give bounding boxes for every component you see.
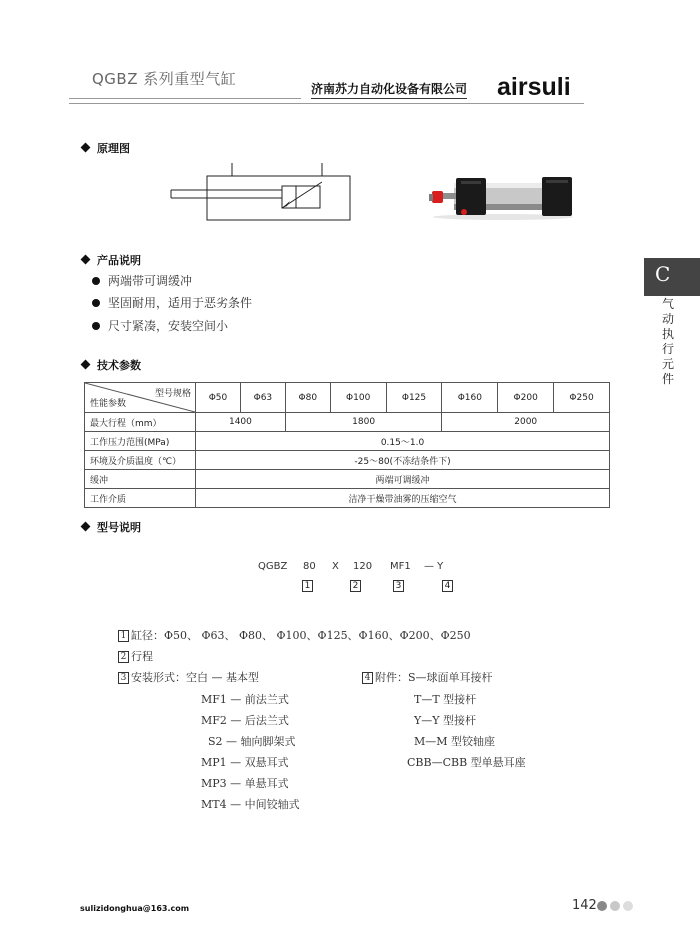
description-item: 尺寸紧凑，安装空间小 — [92, 317, 228, 334]
row-label: 环境及介质温度（℃） — [85, 451, 196, 470]
bore-explain: 1 缸径：Φ50、 Φ63、 Φ80、 Φ100、Φ125、Φ160、Φ200、Φ250 — [118, 627, 471, 643]
model-box-4-ref: 4 — [362, 672, 373, 684]
page-dot-icon — [610, 901, 620, 911]
corner-top-label: 型号规格 — [154, 389, 191, 399]
section-description-title: 产品说明 — [97, 254, 141, 267]
model-code-bore: 80 — [303, 561, 316, 572]
company-name: 济南苏力自动化设备有限公司 — [311, 80, 467, 99]
bore-header: Φ160 — [442, 383, 498, 413]
row-label: 最大行程（mm） — [85, 413, 196, 432]
section-tech — [82, 357, 141, 373]
header-rule-top — [69, 98, 301, 99]
bullet-icon — [92, 322, 100, 330]
table-cell: 洁净干燥带油雾的压缩空气 — [196, 489, 610, 508]
model-code-series: QGBZ — [258, 561, 288, 572]
table-row — [85, 470, 610, 489]
corner-bottom-label: 性能参数 — [90, 399, 127, 409]
table-row — [85, 451, 610, 470]
mount-option: MF1 — 前法兰式 — [201, 693, 289, 706]
accessory-explain: 4 附件：S—球面单耳接杆 — [362, 669, 493, 685]
stroke-explain: 2 行程 — [118, 648, 153, 664]
table-corner-cell — [85, 383, 196, 413]
accessory-option: M—M 型铰轴座 — [414, 735, 496, 748]
table-cell: 1400 — [196, 413, 286, 432]
cylinder-schematic-diagram — [170, 162, 360, 226]
spec-table — [84, 382, 610, 508]
header-rule-bottom — [69, 103, 584, 104]
model-box-3-ref: 3 — [118, 672, 129, 684]
bullet-icon — [92, 277, 100, 285]
page-number: 142 — [572, 898, 597, 913]
description-item: 两端带可调缓冲 — [92, 272, 192, 289]
brand-logo: airsuli — [497, 73, 571, 101]
section-tech-title: 技术参数 — [97, 359, 141, 372]
mount-option: MP1 — 双悬耳式 — [201, 756, 289, 769]
model-box-1: 1 — [302, 580, 313, 592]
model-code-x: X — [332, 561, 339, 572]
diamond-icon — [81, 143, 91, 153]
model-box-4: 4 — [442, 580, 453, 592]
mount-option: S2 — 轴向脚架式 — [208, 735, 296, 748]
bore-header: Φ200 — [498, 383, 554, 413]
table-cell: 0.15～1.0 — [196, 432, 610, 451]
section-principle-title: 原理图 — [97, 142, 130, 155]
mount-explain: 3 安装形式：空白 — 基本型 — [118, 669, 259, 685]
mount-option: MF2 — 后法兰式 — [201, 714, 289, 727]
table-cell: -25～80(不冻结条件下) — [196, 451, 610, 470]
description-item: 坚固耐用，适用于恶劣条件 — [92, 294, 252, 311]
diamond-icon — [81, 255, 91, 265]
section-tab — [644, 258, 700, 296]
mount-option: MP3 — 单悬耳式 — [201, 777, 289, 790]
bore-header: Φ250 — [554, 383, 610, 413]
accessory-option: Y—Y 型接杆 — [414, 714, 477, 727]
section-principle — [82, 140, 130, 156]
table-header-row — [85, 383, 610, 413]
section-description — [82, 252, 141, 268]
cylinder-product-photo — [428, 174, 578, 220]
page-dot-icon — [597, 901, 607, 911]
bore-header: Φ50 — [196, 383, 241, 413]
bore-header: Φ100 — [330, 383, 386, 413]
bore-header: Φ80 — [285, 383, 330, 413]
accessory-option: CBB—CBB 型单悬耳座 — [407, 756, 526, 769]
table-row — [85, 413, 610, 432]
row-label: 缓冲 — [85, 470, 196, 489]
model-box-2-ref: 2 — [118, 651, 129, 663]
section-tab-letter: C — [655, 262, 671, 286]
bullet-icon — [92, 299, 100, 307]
section-model — [82, 519, 141, 535]
row-label: 工作压力范围(MPa) — [85, 432, 196, 451]
row-label: 工作介质 — [85, 489, 196, 508]
section-model-title: 型号说明 — [97, 521, 141, 534]
series-title: QGBZ 系列重型气缸 — [92, 70, 237, 88]
table-row — [85, 489, 610, 508]
table-cell: 1800 — [285, 413, 442, 432]
model-box-2: 2 — [350, 580, 361, 592]
bore-header: Φ125 — [386, 383, 442, 413]
model-code-stroke: 120 — [353, 561, 373, 572]
section-tab-label: 气 动 执 行 元 件 — [661, 297, 674, 386]
model-box-3: 3 — [393, 580, 404, 592]
table-row — [85, 432, 610, 451]
bore-header: Φ63 — [240, 383, 285, 413]
diamond-icon — [81, 360, 91, 370]
accessory-option: T—T 型接杆 — [414, 693, 477, 706]
table-cell: 2000 — [442, 413, 610, 432]
table-cell: 两端可调缓冲 — [196, 470, 610, 489]
footer-email: sulizidonghua@163.com — [80, 904, 190, 913]
model-code-mount: MF1 — [390, 561, 411, 572]
model-code-accessory: — Y — [424, 561, 444, 572]
page-dot-icon — [623, 901, 633, 911]
mount-option: MT4 — 中间铰轴式 — [201, 798, 300, 811]
diamond-icon — [81, 522, 91, 532]
model-box-1-ref: 1 — [118, 630, 129, 642]
